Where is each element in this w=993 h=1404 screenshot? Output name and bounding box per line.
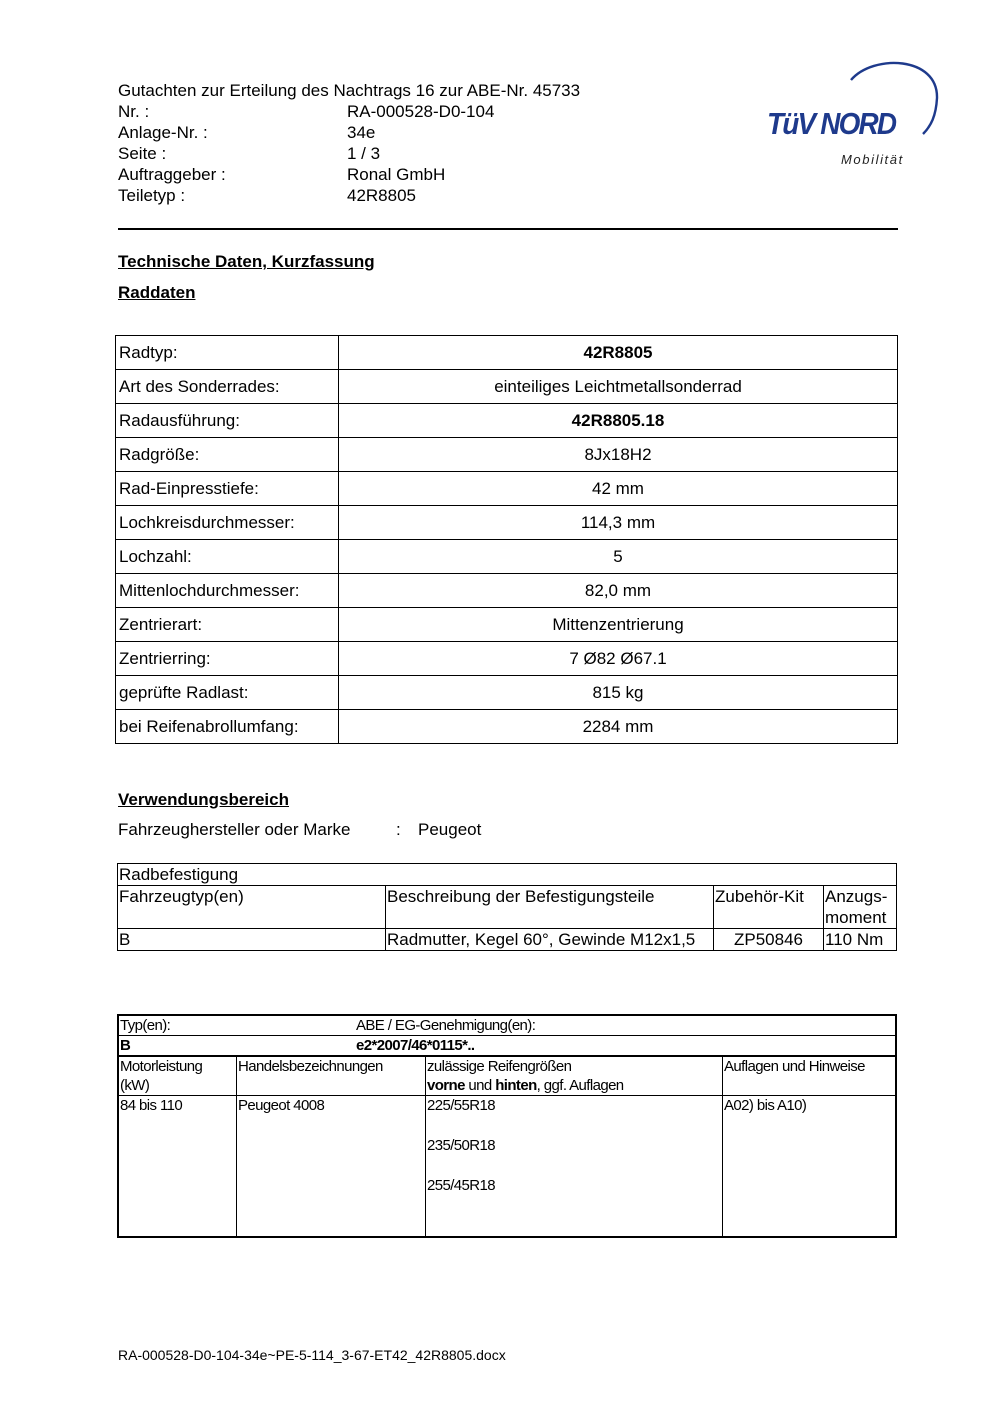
reifen-vorne: vorne bbox=[427, 1077, 465, 1094]
raddaten-value: 2284 mm bbox=[339, 710, 898, 744]
header-row bbox=[118, 122, 580, 143]
abe-value: e2*2007/46*0115*.. bbox=[356, 1037, 475, 1054]
header-cell: Beschreibung der Befestigungsteile bbox=[386, 886, 714, 929]
raddaten-label: Radgröße: bbox=[116, 438, 339, 472]
document-header bbox=[118, 80, 580, 206]
table-row bbox=[116, 710, 898, 744]
manufacturer-label: Fahrzeughersteller oder Marke bbox=[118, 820, 351, 839]
radbefestigung-title: Radbefestigung bbox=[118, 864, 897, 886]
logo-subtitle: Mobilität bbox=[841, 152, 904, 167]
data-cell: 84 bis 110 bbox=[118, 1096, 237, 1238]
raddaten-label: Zentrierart: bbox=[116, 608, 339, 642]
table-row bbox=[116, 404, 898, 438]
raddaten-value: Mittenzentrierung bbox=[339, 608, 898, 642]
manufacturer-value: Peugeot bbox=[418, 820, 482, 839]
raddaten-label: geprüfte Radlast: bbox=[116, 676, 339, 710]
raddaten-label: Radausführung: bbox=[116, 404, 339, 438]
header-cell-reifen bbox=[426, 1056, 723, 1096]
data-cell: ZP50846 bbox=[714, 929, 824, 951]
table-row bbox=[118, 929, 897, 951]
raddaten-label: Mittenlochdurchmesser: bbox=[116, 574, 339, 608]
header-row-value: 1 / 3 bbox=[347, 144, 381, 163]
reifen-und: und bbox=[464, 1077, 496, 1094]
header-row bbox=[118, 185, 580, 206]
typ-value: B bbox=[120, 1037, 131, 1054]
raddaten-value: 815 kg bbox=[339, 676, 898, 710]
table-row bbox=[116, 506, 898, 540]
table-row bbox=[116, 608, 898, 642]
typ-abe-label-row bbox=[118, 1015, 896, 1036]
raddaten-value: 5 bbox=[339, 540, 898, 574]
reifen-size: 255/45R18 bbox=[427, 1177, 495, 1194]
header-row-value: 34e bbox=[347, 123, 376, 142]
reifen-hinten: hinten bbox=[495, 1077, 537, 1094]
data-cell: B bbox=[118, 929, 386, 951]
header-row-value: RA-000528-D0-104 bbox=[347, 102, 495, 121]
table-row bbox=[116, 370, 898, 404]
data-cell: Peugeot 4008 bbox=[237, 1096, 426, 1238]
header-cell: Auflagen und Hinweise bbox=[723, 1056, 897, 1096]
header-row-label: Nr. : bbox=[118, 102, 150, 121]
raddaten-value: 42 mm bbox=[339, 472, 898, 506]
header-row-label: Anlage-Nr. : bbox=[118, 123, 208, 142]
header-cell: Zubehör-Kit bbox=[714, 886, 824, 929]
header-row-value: 42R8805 bbox=[347, 186, 417, 205]
header-row bbox=[118, 143, 580, 164]
reifen-header-line1: zulässige Reifengrößen bbox=[427, 1058, 572, 1075]
table-row bbox=[116, 642, 898, 676]
raddaten-value: 42R8805 bbox=[339, 336, 898, 370]
header-cell-part: Anzugs-moment bbox=[825, 887, 888, 927]
raddaten-label: Radtyp: bbox=[116, 336, 339, 370]
header-row bbox=[118, 164, 580, 185]
reifen-rest: , ggf. Auflagen bbox=[536, 1077, 624, 1094]
reifen-size: 235/50R18 bbox=[427, 1137, 495, 1154]
header-row-value: Ronal GmbH bbox=[347, 165, 446, 184]
document-title: Gutachten zur Erteilung des Nachtrags 16 zur ABE-Nr. 45733 bbox=[118, 81, 581, 100]
raddaten-value: 114,3 mm bbox=[339, 506, 898, 540]
section-title-raddaten: Raddaten bbox=[118, 283, 196, 302]
table-row bbox=[118, 1096, 896, 1238]
table-row bbox=[116, 676, 898, 710]
raddaten-label: Art des Sonderrades: bbox=[116, 370, 339, 404]
data-cell: 110 Nm bbox=[824, 929, 897, 951]
manufacturer-line bbox=[118, 820, 481, 840]
raddaten-table bbox=[115, 335, 898, 744]
header-row bbox=[118, 101, 580, 122]
table-row bbox=[118, 886, 897, 929]
raddaten-label: Zentrierring: bbox=[116, 642, 339, 676]
raddaten-value: 42R8805.18 bbox=[339, 404, 898, 438]
table-row bbox=[116, 574, 898, 608]
header-cell: Motorleistung (kW) bbox=[118, 1056, 237, 1096]
data-cell-reifen bbox=[426, 1096, 723, 1238]
table-row bbox=[118, 1056, 896, 1096]
raddaten-label: bei Reifenabrollumfang: bbox=[116, 710, 339, 744]
raddaten-label: Rad-Einpresstiefe: bbox=[116, 472, 339, 506]
table-row bbox=[118, 1015, 896, 1036]
reifen-size: 225/55R18 bbox=[427, 1097, 495, 1114]
typ-abe-value-row bbox=[118, 1036, 896, 1057]
header-cell: Handelsbezeichnungen bbox=[237, 1056, 426, 1096]
logo-brand: TüV NORD bbox=[767, 106, 896, 141]
header-cell: Fahrzeugtyp(en) bbox=[118, 886, 386, 929]
raddaten-label: Lochkreisdurchmesser: bbox=[116, 506, 339, 540]
header-row-label: Teiletyp : bbox=[118, 186, 186, 205]
header-cell bbox=[824, 886, 897, 929]
raddaten-value: 7 Ø82 Ø67.1 bbox=[339, 642, 898, 676]
table-row bbox=[118, 864, 897, 886]
raddaten-value: 82,0 mm bbox=[339, 574, 898, 608]
manufacturer-separator: : bbox=[396, 820, 401, 839]
radbefestigung-table bbox=[117, 863, 897, 951]
table-row bbox=[116, 336, 898, 370]
typen-table bbox=[117, 1014, 897, 1238]
raddaten-value: einteiliges Leichtmetallsonderrad bbox=[339, 370, 898, 404]
raddaten-value: 8Jx18H2 bbox=[339, 438, 898, 472]
header-rows bbox=[118, 101, 580, 206]
table-row bbox=[116, 472, 898, 506]
reifen-header-line2 bbox=[427, 1076, 721, 1095]
data-cell: Radmutter, Kegel 60°, Gewinde M12x1,5 bbox=[386, 929, 714, 951]
footer-filename: RA-000528-D0-104-34e~PE-5-114_3-67-ET42_42R8805.docx bbox=[118, 1347, 506, 1363]
typ-label: Typ(en): bbox=[120, 1017, 171, 1034]
header-row-label: Seite : bbox=[118, 144, 167, 163]
section-title-verwendungsbereich: Verwendungsbereich bbox=[118, 790, 289, 809]
tuv-nord-logo bbox=[763, 58, 943, 173]
table-row bbox=[118, 1036, 896, 1057]
table-row bbox=[116, 540, 898, 574]
table-row bbox=[116, 438, 898, 472]
data-cell: A02) bis A10) bbox=[723, 1096, 897, 1238]
abe-label: ABE / EG-Genehmigung(en): bbox=[356, 1017, 536, 1034]
header-divider bbox=[118, 228, 898, 230]
header-row-label: Auftraggeber : bbox=[118, 165, 226, 184]
section-title-technische-daten: Technische Daten, Kurzfassung bbox=[118, 252, 375, 271]
raddaten-label: Lochzahl: bbox=[116, 540, 339, 574]
